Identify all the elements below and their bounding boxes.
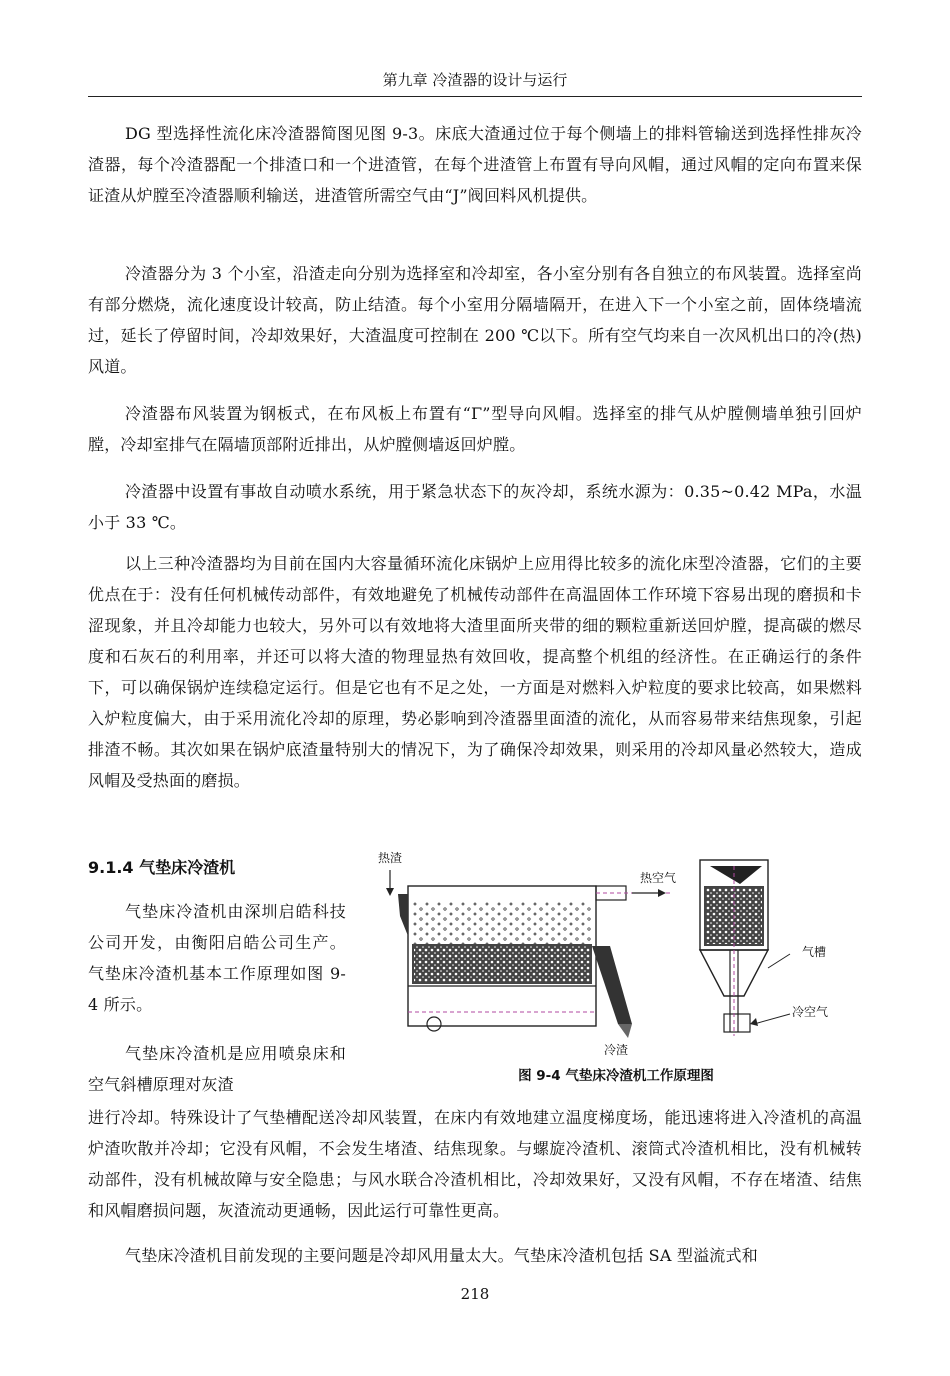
paragraph-3: 冷渣器布风装置为钢板式，在布风板上布置有“Γ”型导向风帽。选择室的排气从炉膛侧墙单独引回炉膛，冷却室排气在隔墙顶部附近排出，从炉膛侧墙返回炉膛。 [88,404,862,454]
outlet-chute [592,946,632,1024]
bed-particles [412,944,592,984]
section-heading: 9.1.4 气垫床冷渣机 [88,858,236,877]
page-number: 218 [460,1285,490,1303]
paragraph-2: 冷渣器分为 3 个小室，沿渣走向分别为选择室和冷却室，各小室分别有各自独立的布风装置。选择室尚有部分燃烧，流化速度设计较高，防止结渣。每个小室用分隔墙隔开，在进入下一个小室之前，固体绕墙流过，延长了停留时间，冷却效果好，大渣温度可控制在 200 ℃以下。所有空气均来自一次风机出口的冷(热)风道。 [88,264,862,376]
running-header [88,70,862,97]
narrow-paragraph-2: 气垫床冷渣机是应用喷泉床和空气斜槽原理对灰渣 [88,1044,346,1094]
freeboard-particles [412,902,592,944]
paragraph-4: 冷渣器中设置有事故自动喷水系统，用于紧急状态下的灰冷却，系统水源为：0.35~0.42 MPa，水温小于 33 ℃。 [88,482,862,532]
label-air-slot: 气槽 [802,945,827,959]
chapter-title: 第九章 冷渣器的设计与运行 [382,71,568,89]
paragraph-1: DG 型选择性流化床冷渣器简图见图 9-3。床底大渣通过位于每个侧墙上的排料管输送到选择性排灰冷渣器，每个冷渣器配一个排渣口和一个进渣管，在每个进渣管上布置有导向风帽，通过风帽的定向布置来保证渣从炉膛至冷渣器顺利输送，进渣管所需空气由“J”阀回料风机提供。 [88,124,862,205]
last-paragraph: 气垫床冷渣机目前发现的主要问题是冷却风用量太大。气垫床冷渣机包括 SA 型溢流式和 [125,1246,758,1265]
label-hot-air: 热空气 [640,871,677,885]
paragraph-5: 以上三种冷渣器均为目前在国内大容量循环流化床锅炉上应用得比较多的流化床型冷渣器，它们的主要优点在于：没有任何机械传动部件，有效地避免了机械传动部件在高温固体工作环境下容易出现的磨损和卡涩现象，并且冷却能力也较大，另外可以有效地将大渣里面所夹带的细的颗粒重新送回炉膛，提高碳的燃尽度和石灰石的利用率，并还可以将大渣的物理显热有效回收，提高整个机组的经济性。在正确运行的条件下，可以确保锅炉连续稳定运行。但是它也有不足之处，一方面是对燃料入炉粒度的要求比较高，如果燃料入炉粒度偏大，由于采用流化冷却的原理，势必影响到冷渣器里面渣的流化，从而容易带来结焦现象，引起排渣不畅。其次如果在锅炉底渣量特别大的情况下，为了确保冷却效果，则采用的冷却风量必然较大，造成风帽及受热面的磨损。 [88,554,862,790]
air-cushion-slag-cooler-diagram [370,846,862,1076]
side-view [700,860,790,1036]
label-hot-slag: 热渣 [378,851,403,865]
continuation-paragraph: 进行冷却。特殊设计了气垫槽配送冷却风装置，在床内有效地建立温度梯度场，能迅速将进入冷渣机的高温炉渣吹散并冷却；它没有风帽，不会发生堵渣、结焦现象。与螺旋冷渣机、滚筒式冷渣机相比，没有机械转动部件，没有机械故障与安全隐患；与风水联合冷渣机相比，冷却效果好，又没有风帽，不存在堵渣、结焦和风帽磨损问题，灰渣流动更通畅，因此运行可靠性更高。 [88,1108,862,1220]
figure-caption: 图 9-4 气垫床冷渣机工作原理图 [518,1068,714,1084]
label-cold-air: 冷空气 [792,1005,829,1019]
label-cold-slag: 冷渣 [604,1043,629,1057]
inlet-chute [398,894,408,936]
air-inlet-circle [427,1017,441,1031]
narrow-paragraph-1: 气垫床冷渣机由深圳启皓科技公司开发，由衡阳启皓公司生产。气垫床冷渣机基本工作原理如图 9-4 所示。 [88,902,346,1014]
